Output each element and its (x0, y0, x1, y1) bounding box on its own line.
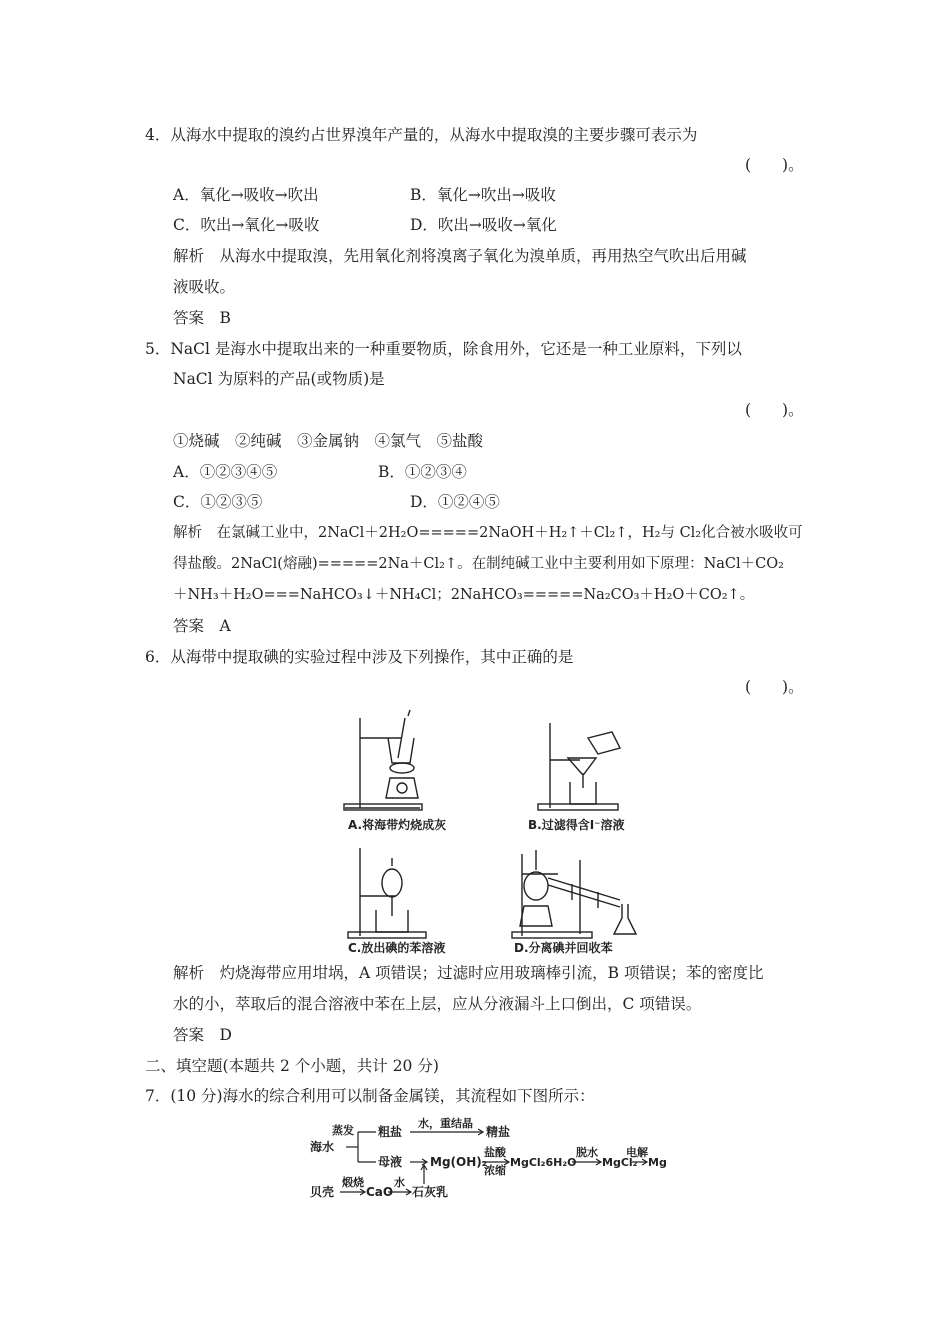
flow-refined-salt: 精盐 (486, 1125, 511, 1139)
q4-option-b: B．氧化→吹出→吸收 (410, 186, 556, 204)
flow-evaporate: 蒸发 (332, 1124, 354, 1137)
flow-mg: Mg (648, 1156, 667, 1169)
flow-lime-milk: 石灰乳 (412, 1185, 449, 1199)
q5-stem-line1: 5．NaCl 是海水中提取出来的一种重要物质，除食用外，它还是一种工业原料，下列以 (145, 340, 742, 358)
flow-water-recrystallize: 水，重结晶 (418, 1117, 473, 1130)
section-heading: 二、填空题(本题共 2 个小题，共计 20 分) (145, 1057, 439, 1075)
flow-crude-salt: 粗盐 (378, 1125, 403, 1139)
q4-answer-paren: ( )。 (745, 156, 804, 174)
q5-answer-paren: ( )。 (745, 401, 804, 419)
flow-dehydrate: 脱水 (576, 1146, 598, 1159)
caption-d: D.分离碘并回收苯 (514, 941, 613, 955)
q5-option-a: A．①②③④⑤ (173, 463, 278, 481)
lab-apparatus-figure (330, 708, 660, 960)
apparatus-d-stand (512, 850, 636, 938)
flow-seawater: 海水 (310, 1140, 335, 1154)
q6-analysis-line2: 水的小，萃取后的混合溶液中苯在上层，应从分液漏斗上口倒出，C 项错误。 (173, 995, 702, 1013)
q5-analysis-line2: 得盐酸。2NaCl(熔融)=====2Na＋Cl₂↑。在制纯碱工业中主要利用如下原理：NaCl＋CO₂ (173, 556, 784, 572)
q4-option-c: C．吹出→氧化→吸收 (173, 216, 320, 234)
flow-mgoh2: Mg(OH)₂ (430, 1155, 487, 1169)
q4-analysis-line2: 液吸收。 (173, 278, 236, 296)
q5-analysis-line1: 解析 在氯碱工业中，2NaCl＋2H₂O=====2NaOH＋H₂↑＋Cl₂↑，H₂与 Cl₂化合被水吸收可 (173, 525, 803, 541)
apparatus-b-stand (538, 723, 620, 810)
q4-option-d: D．吹出→吸收→氧化 (410, 216, 557, 234)
q4-analysis-line1: 解析 从海水中提取溴，先用氧化剂将溴离子氧化为溴单质，再用热空气吹出后用碱 (173, 247, 747, 265)
flow-hcl: 盐酸 (484, 1146, 506, 1159)
caption-a: A.将海带灼烧成灰 (348, 818, 447, 832)
caption-c: C.放出碘的苯溶液 (348, 941, 446, 955)
flow-mgcl2: MgCl₂ (602, 1156, 638, 1169)
flow-mother-liquor: 母液 (378, 1155, 403, 1169)
flow-cao: CaO (366, 1185, 394, 1199)
flow-mgcl2-hydrate: MgCl₂6H₂O (510, 1156, 577, 1169)
magnesium-flowchart (300, 1112, 670, 1204)
flow-electrolysis: 电解 (626, 1146, 648, 1159)
q6-stem: 6．从海带中提取碘的实验过程中涉及下列操作，其中正确的是 (145, 648, 574, 666)
q5-analysis-line3: ＋NH₃＋H₂O===NaHCO₃↓＋NH₄Cl；2NaHCO₃=====Na₂CO₃＋H₂O＋CO₂↑。 (173, 587, 755, 603)
q6-answer: 答案 D (173, 1026, 232, 1044)
caption-b: B.过滤得含I⁻溶液 (528, 818, 625, 832)
q6-answer-paren: ( )。 (745, 678, 804, 696)
flow-shell: 贝壳 (310, 1185, 335, 1199)
q5-option-c: C．①②③⑤ (173, 493, 263, 511)
flow-calcine: 煅烧 (342, 1176, 364, 1189)
flow-water: 水 (394, 1176, 405, 1189)
flow-concentrate: 浓缩 (484, 1164, 506, 1177)
apparatus-a-stand (344, 710, 422, 810)
q4-stem: 4．从海水中提取的溴约占世界溴年产量的，从海水中提取溴的主要步骤可表示为 (145, 126, 698, 144)
q4-option-a: A．氧化→吸收→吹出 (173, 186, 319, 204)
q6-analysis-line1: 解析 灼烧海带应用坩埚，A 项错误；过滤时应用玻璃棒引流，B 项错误；苯的密度比 (173, 964, 764, 982)
q4-answer: 答案 B (173, 309, 231, 327)
q7-stem: 7．(10 分)海水的综合利用可以制备金属镁，其流程如下图所示： (145, 1087, 595, 1105)
q5-items: ①烧碱 ②纯碱 ③金属钠 ④氯气 ⑤盐酸 (173, 432, 484, 450)
q5-stem-line2: NaCl 为原料的产品(或物质)是 (173, 370, 385, 388)
apparatus-c-stand (348, 848, 426, 938)
q5-option-b: B．①②③④ (378, 463, 467, 481)
q5-option-d: D．①②④⑤ (410, 493, 500, 511)
q5-answer: 答案 A (173, 617, 231, 635)
